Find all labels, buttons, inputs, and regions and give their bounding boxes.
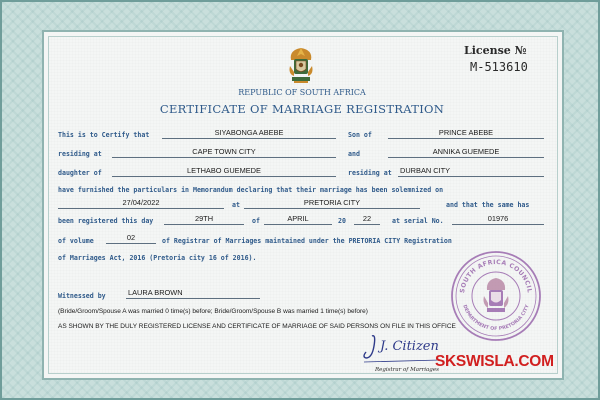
spouse-a-line xyxy=(162,138,336,139)
father-line xyxy=(388,138,544,139)
coat-of-arms-icon xyxy=(285,46,317,86)
certify-label: This is to Certify that xyxy=(58,131,150,139)
daughter-of-label: daughter of xyxy=(58,169,102,177)
seal-top-text: SOUTH AFRICA COUNCIL xyxy=(459,258,533,294)
son-of-label: Son of xyxy=(348,131,372,139)
registration-year-line xyxy=(354,224,380,225)
witnessed-label: Witnessed by xyxy=(58,292,106,300)
republic-heading: REPUBLIC OF SOUTH AFRICA xyxy=(238,88,366,97)
marriage-date: 27/04/2022 xyxy=(122,198,160,207)
watermark-text: SKSWISLA.COM xyxy=(435,353,554,370)
registrar-label: Registrar of Marriages xyxy=(375,367,439,373)
volume-number: 02 xyxy=(126,233,136,242)
residing-at-label-2: residing at xyxy=(348,169,392,177)
serial-number-line xyxy=(452,224,544,225)
of-label: of xyxy=(252,217,260,225)
volume-label: of volume xyxy=(58,237,94,245)
registrar-text: of Registrar of Marriages maintained under the PRETORIA CITY Registration xyxy=(162,237,452,245)
license-label: License № xyxy=(464,44,527,57)
certificate-title: CERTIFICATE OF MARRIAGE REGISTRATION xyxy=(159,102,445,116)
spouse-a-name: SIYABONGA ABEBE xyxy=(214,128,284,137)
registered-text: been registered this day xyxy=(58,217,154,225)
father-name: PRINCE ABEBE xyxy=(438,128,494,137)
residence-b-line xyxy=(398,176,544,177)
residence-a: CAPE TOWN CITY xyxy=(192,147,256,156)
council-seal-icon xyxy=(450,250,542,342)
furnished-text: have furnished the particulars in Memorandum declaring that their marriage has been solemnized on xyxy=(58,186,444,194)
seal-bottom-text: DEPARTMENT OF PRETORIA CITY xyxy=(461,304,531,333)
parent-b-line xyxy=(112,176,336,177)
serial-label: at serial No. xyxy=(392,217,444,225)
registration-month-line xyxy=(264,224,332,225)
volume-number-line xyxy=(106,243,156,244)
signature-text: J. Citizen xyxy=(380,339,439,354)
registration-month: APRIL xyxy=(287,214,309,223)
shown-text: AS SHOWN BY THE DULY REGISTERED LICENSE AND CERTIFICATE OF MARRIAGE OF SAID PERSONS ON FILE IN THIS OFFICE xyxy=(58,323,456,330)
registration-day: 29TH xyxy=(194,214,214,223)
year-prefix: 20 xyxy=(338,217,346,225)
spouse-b-name: ANNIKA GUEMEDE xyxy=(432,147,500,156)
residence-b: DURBAN CITY xyxy=(400,166,451,175)
serial-number: 01976 xyxy=(487,214,509,223)
registration-year: 22 xyxy=(362,214,372,223)
marriage-date-line xyxy=(58,208,224,209)
act-text: of Marriages Act, 2016 (Pretoria city 16 of 2016). xyxy=(58,254,257,262)
at-label: at xyxy=(232,201,240,209)
prior-marriage-text: (Bride/Groom/Spouse A was married 0 time(s) before; Bride/Groom/Spouse B was married 1 time(s) before) xyxy=(58,308,368,315)
marriage-place: PRETORIA CITY xyxy=(303,198,361,207)
residing-at-label-1: residing at xyxy=(58,150,102,158)
license-number: M-513610 xyxy=(470,60,528,74)
witness-line xyxy=(126,298,260,299)
parent-b-name: LETHABO GUEMEDE xyxy=(187,166,261,175)
residence-a-line xyxy=(112,157,336,158)
spouse-b-line xyxy=(388,157,544,158)
registration-day-line xyxy=(164,224,244,225)
same-has-text: and that the same has xyxy=(446,201,530,209)
marriage-place-line xyxy=(244,208,420,209)
and-label: and xyxy=(348,150,360,158)
witness-name: LAURA BROWN xyxy=(128,288,183,297)
